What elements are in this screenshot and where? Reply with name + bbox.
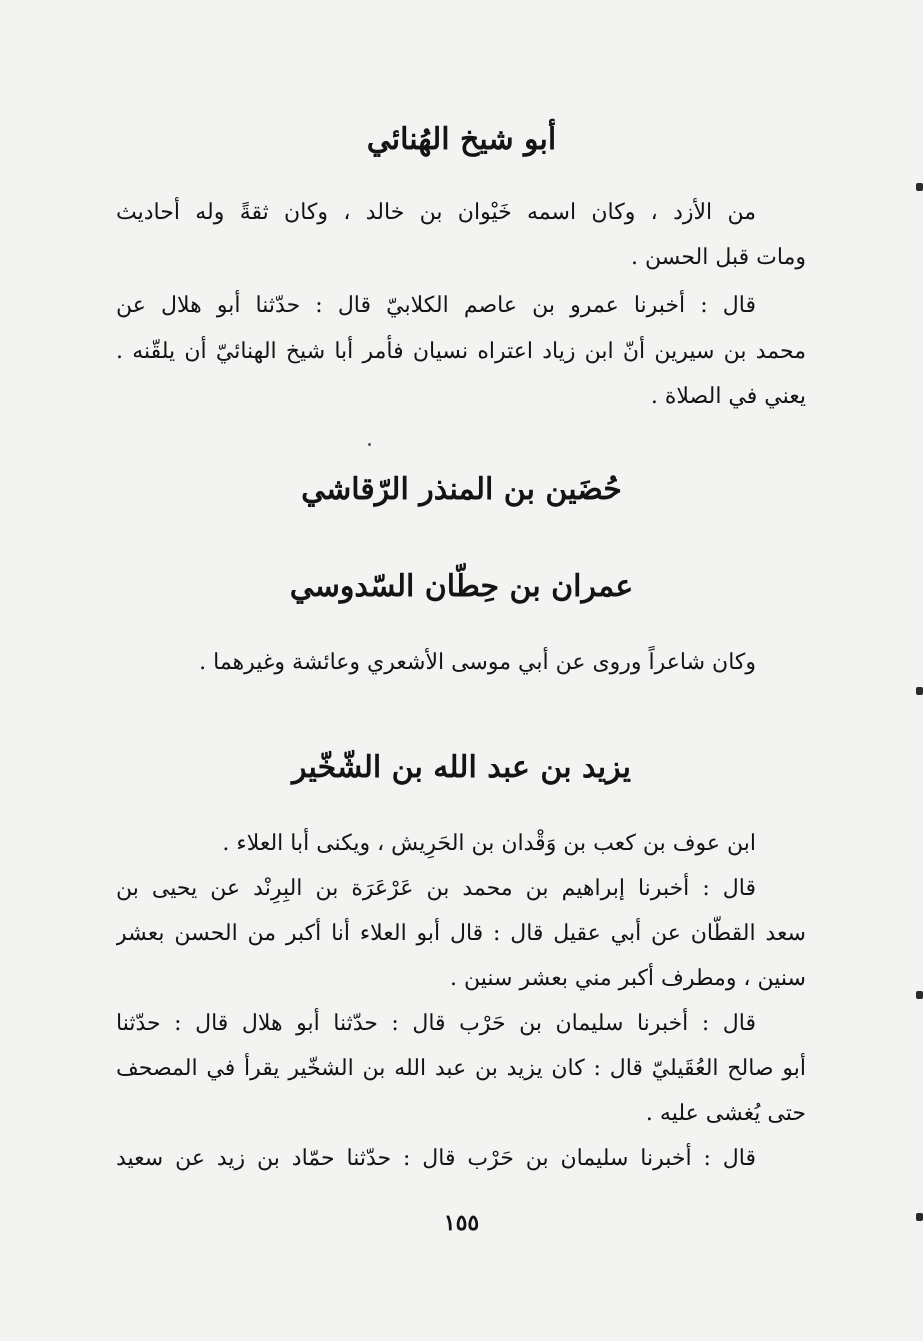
text-line: وكان شاعراً وروى عن أبي موسى الأشعري وعائشة وغيرهما . (199, 650, 756, 675)
text-line: قال : أخبرنا سليمان بن حَرْب قال : حدّثنا حمّاد بن زيد عن سعيد (116, 1146, 756, 1171)
section-title-abu-shaykh: أبو شيخ الهُنائي (366, 122, 557, 157)
text-line: ابن عوف بن كعب بن وَقْدان بن الحَرِيش ، ويكنى أبا العلاء . (222, 831, 756, 856)
section-title-imran: عمران بن حِطّان السّدوسي (289, 569, 634, 604)
scan-edge-mark (916, 1213, 923, 1221)
text-line: سعد القطّان عن أبي عقيل قال : قال أبو العلاء أنا أكبر من الحسن بعشر (116, 921, 806, 946)
text-line: ومات قبل الحسن . (630, 245, 806, 270)
scan-speck (368, 443, 371, 446)
text-line: أبو صالح العُقَيليّ قال : كان يزيد بن عبد الله بن الشخّير يقرأ في المصحف (116, 1056, 806, 1081)
page-number: ١٥٥ (443, 1210, 480, 1236)
scan-edge-mark (916, 183, 923, 191)
text-line: محمد بن سيرين أنّ ابن زياد اعتراه نسيان فأمر أبا شيخ الهنائيّ أن يلقّنه . (116, 339, 806, 364)
text-line: يعني في الصلاة . (650, 384, 806, 409)
text-line: قال : أخبرنا إبراهيم بن محمد بن عَرْعَرَة بن البِرِنْد عن يحيى بن (116, 876, 756, 901)
text-line: حتى يُغشى عليه . (645, 1101, 806, 1126)
text-line: قال : أخبرنا سليمان بن حَرْب قال : حدّثنا أبو هلال قال : حدّثنا (116, 1011, 756, 1036)
scan-edge-mark (916, 991, 923, 999)
scan-edge-mark (916, 687, 923, 695)
section-title-yazid: يزيد بن عبد الله بن الشّخّير (292, 750, 631, 785)
text-line: سنين ، ومطرف أكبر مني بعشر سنين . (450, 966, 806, 991)
text-line: من الأزد ، وكان اسمه خَيْوان بن خالد ، وكان ثقةً وله أحاديث (116, 200, 756, 225)
section-title-hudayn: حُضَين بن المنذر الرّقاشي (301, 472, 622, 507)
text-line: قال : أخبرنا عمرو بن عاصم الكلابيّ قال : حدّثنا أبو هلال عن (116, 293, 756, 318)
